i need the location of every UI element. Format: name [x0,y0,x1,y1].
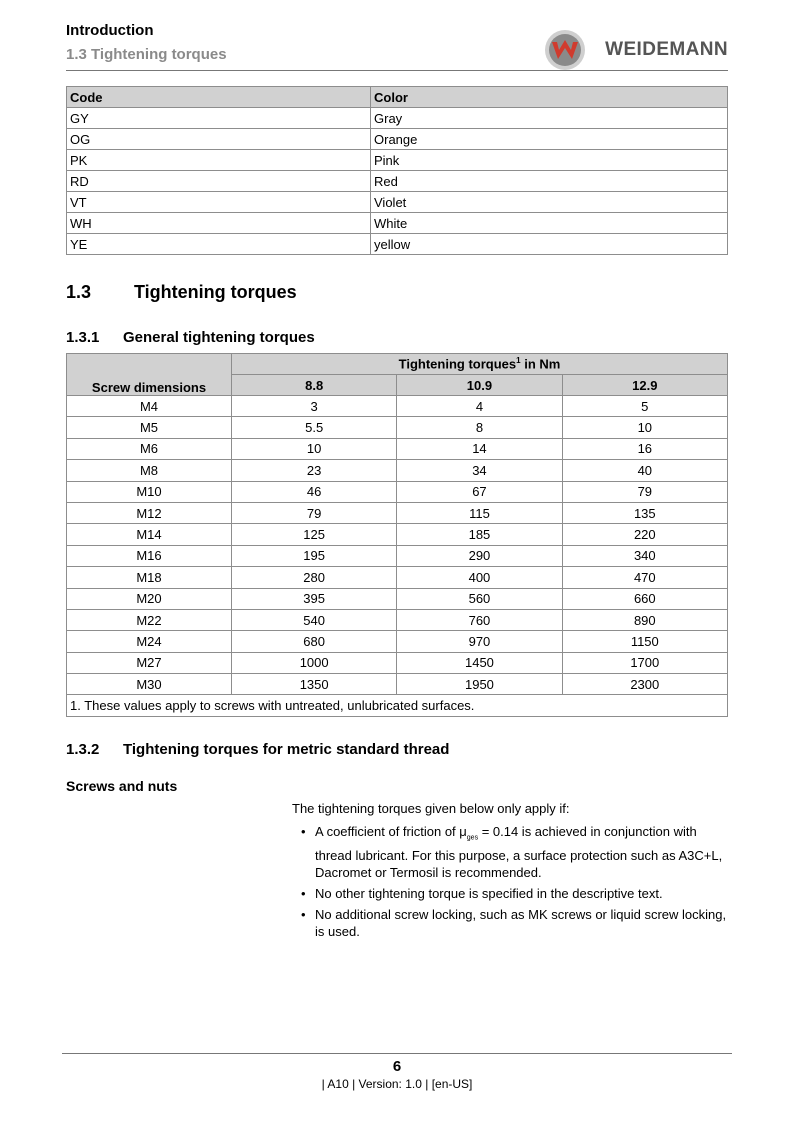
footnote-mark: 1 [516,356,521,366]
color-code-cell: YE [67,234,371,255]
column-header-screw-dimensions: Screw dimensions [67,354,232,396]
torque-10-9-cell: 400 [397,567,562,588]
torque-8-8-cell: 280 [232,567,397,588]
section-title: Tightening torques for metric standard thread [123,741,450,758]
table-row [67,545,728,566]
torque-8-8-cell: 395 [232,588,397,609]
table-row [67,631,728,652]
brand-name: WEIDEMANN [605,39,728,60]
torque-10-9-cell: 8 [397,417,562,438]
torque-12-9-cell: 10 [562,417,727,438]
color-code-table [66,86,728,255]
group-header-text: Tightening torques [398,356,517,372]
torque-10-9-cell: 67 [397,481,562,502]
table-row [67,396,728,417]
conditions-list [292,823,732,940]
table-row [67,417,728,438]
section-number: 1.3.2 [66,741,100,758]
screw-dimension-cell: M18 [67,567,232,588]
torque-10-9-cell: 4 [397,396,562,417]
section-title: Tightening torques [134,282,297,302]
subscript: ges [466,834,479,842]
table-row [67,129,728,150]
table-footnote-row [67,695,728,716]
torque-10-9-cell: 560 [397,588,562,609]
torque-10-9-cell: 14 [397,438,562,459]
torque-12-9-cell: 660 [562,588,727,609]
color-code-cell: PK [67,150,371,171]
torque-10-9-cell: 115 [397,502,562,523]
table-row [67,192,728,213]
bullet: • [301,824,306,839]
list-item [292,823,732,881]
torque-12-9-cell: 470 [562,567,727,588]
intro-paragraph: The tightening torques given below only apply if: [292,801,570,816]
list-item-text: No other tightening torque is specified in the descriptive text. [315,885,663,901]
color-code-cell: VT [67,192,371,213]
torque-12-9-cell: 135 [562,502,727,523]
column-group-header [232,354,728,375]
table-footnote: 1. These values apply to screws with untreated, unlubricated surfaces. [67,695,728,716]
torque-8-8-cell: 1350 [232,674,397,695]
footer-divider [62,1053,732,1054]
subsection-heading: Screws and nuts [66,778,178,794]
color-code-cell: OG [67,129,371,150]
section-number: 1.3.1 [66,329,100,346]
screw-dimension-cell: M6 [67,438,232,459]
torque-12-9-cell: 890 [562,609,727,630]
torque-12-9-cell: 5 [562,396,727,417]
table-row [67,567,728,588]
torque-12-9-cell: 79 [562,481,727,502]
column-header-grade: 12.9 [562,375,727,396]
table-row [67,150,728,171]
color-name-cell: Violet [371,192,728,213]
screw-dimension-cell: M24 [67,631,232,652]
torque-8-8-cell: 79 [232,502,397,523]
torque-12-9-cell: 220 [562,524,727,545]
chapter-title: Introduction [66,22,154,39]
screw-dimension-cell: M14 [67,524,232,545]
list-item [292,885,732,902]
text-fragment: = 0.14 is achieved in conjunction with thread lubricant. For this purpose, a surface protection such as A3C+L, Dacromet or Termosil is recommended. [315,824,723,880]
torque-10-9-cell: 34 [397,460,562,481]
torque-12-9-cell: 40 [562,460,727,481]
screw-dimension-cell: M30 [67,674,232,695]
table-row [67,502,728,523]
column-header-grade: 10.9 [397,375,562,396]
list-item-text [315,824,722,880]
table-row [67,213,728,234]
body-text [292,800,732,944]
color-name-cell: yellow [371,234,728,255]
torque-12-9-cell: 16 [562,438,727,459]
torque-10-9-cell: 185 [397,524,562,545]
torque-8-8-cell: 10 [232,438,397,459]
column-header-code: Code [67,87,371,108]
screw-dimension-cell: M10 [67,481,232,502]
torque-8-8-cell: 3 [232,396,397,417]
screw-dimension-cell: M8 [67,460,232,481]
table-header-row [67,354,728,375]
table-row [67,234,728,255]
group-header-unit: in Nm [520,356,561,372]
table-row [67,171,728,192]
weidemann-logo-icon [543,28,587,72]
torque-8-8-cell: 540 [232,609,397,630]
color-name-cell: Gray [371,108,728,129]
table-row [67,588,728,609]
screw-dimension-cell: M5 [67,417,232,438]
torque-8-8-cell: 5.5 [232,417,397,438]
screw-dimension-cell: M20 [67,588,232,609]
table-row [67,652,728,673]
screw-dimension-cell: M16 [67,545,232,566]
torque-10-9-cell: 290 [397,545,562,566]
torque-12-9-cell: 1700 [562,652,727,673]
torque-8-8-cell: 1000 [232,652,397,673]
table-row [67,674,728,695]
torque-12-9-cell: 340 [562,545,727,566]
section-running-title: 1.3 Tightening torques [66,46,227,63]
color-name-cell: Pink [371,150,728,171]
table-row [67,460,728,481]
bullet: • [301,906,306,922]
text-fragment: A coefficient of friction of μ [315,824,467,839]
table-row [67,438,728,459]
section-heading-1-3 [66,282,297,303]
color-name-cell: Red [371,171,728,192]
list-item-text: No additional screw locking, such as MK screws or liquid screw locking, is used. [315,906,727,939]
bullet: • [301,885,306,901]
torque-10-9-cell: 760 [397,609,562,630]
torque-8-8-cell: 125 [232,524,397,545]
screw-dimension-cell: M22 [67,609,232,630]
section-title: General tightening torques [123,329,315,346]
torque-8-8-cell: 680 [232,631,397,652]
list-item [292,906,732,940]
torque-10-9-cell: 970 [397,631,562,652]
table-row [67,524,728,545]
torque-12-9-cell: 1150 [562,631,727,652]
tightening-torque-table [66,353,728,717]
color-code-cell: GY [67,108,371,129]
torque-12-9-cell: 2300 [562,674,727,695]
page-header [66,18,728,71]
section-number: 1.3 [66,282,92,302]
table-row [67,108,728,129]
screw-dimension-cell: M12 [67,502,232,523]
table-row [67,609,728,630]
page-number: 6 [392,1058,402,1075]
section-heading-1-3-1 [66,329,315,346]
color-name-cell: Orange [371,129,728,150]
column-header-color: Color [371,87,728,108]
screw-dimension-cell: M4 [67,396,232,417]
document-reference: | A10 | Version: 1.0 | [en-US] [321,1077,473,1091]
torque-10-9-cell: 1450 [397,652,562,673]
brand [543,28,728,72]
color-code-cell: WH [67,213,371,234]
column-header-grade: 8.8 [232,375,397,396]
torque-8-8-cell: 46 [232,481,397,502]
screw-dimension-cell: M27 [67,652,232,673]
color-name-cell: White [371,213,728,234]
torque-8-8-cell: 195 [232,545,397,566]
table-header-row [67,87,728,108]
color-code-cell: RD [67,171,371,192]
torque-8-8-cell: 23 [232,460,397,481]
table-row [67,481,728,502]
section-heading-1-3-2 [66,741,449,758]
torque-10-9-cell: 1950 [397,674,562,695]
